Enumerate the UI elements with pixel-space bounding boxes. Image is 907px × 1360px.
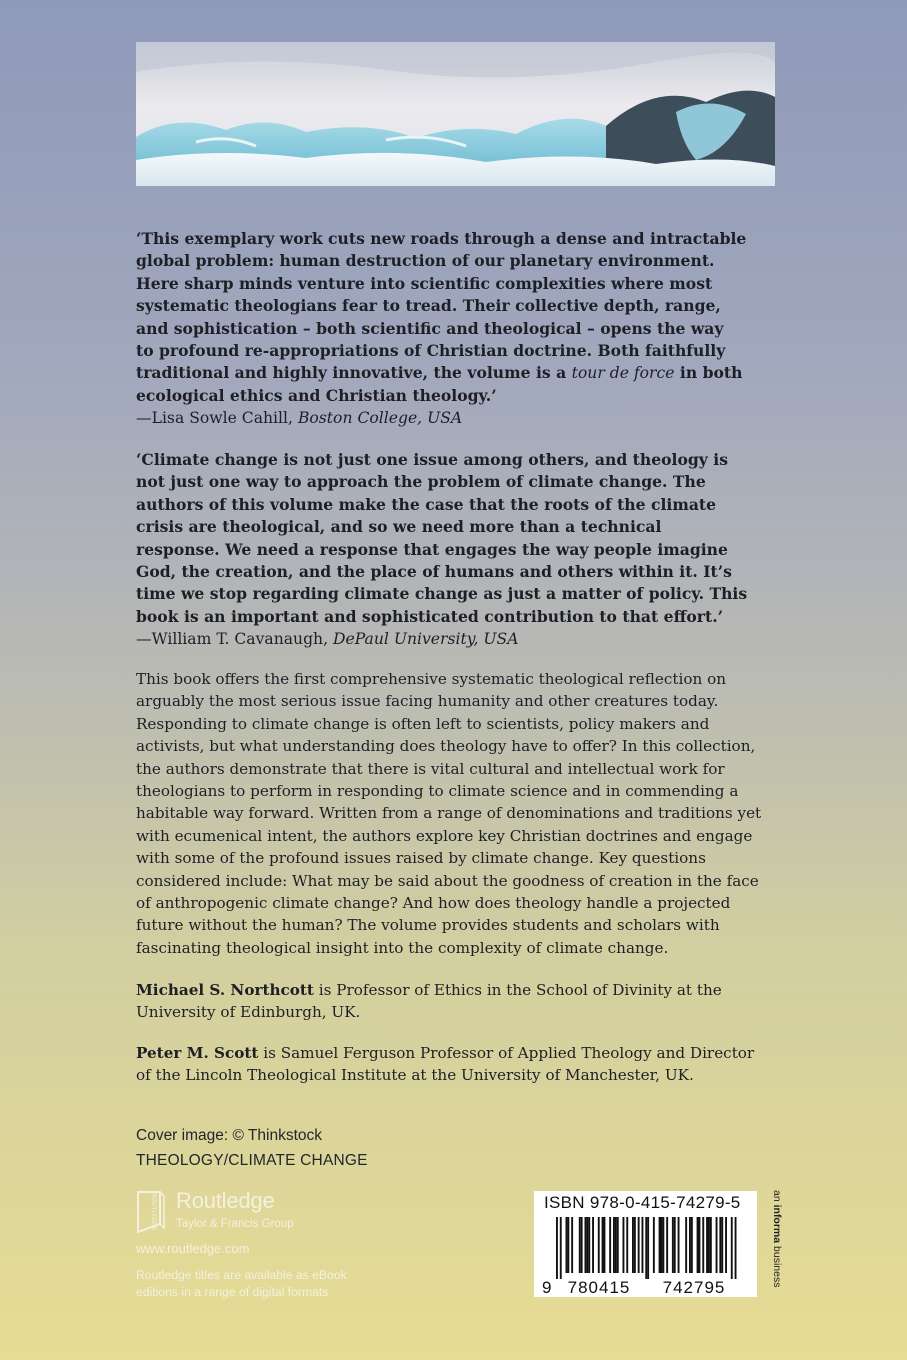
barcode-bar: [647, 1217, 649, 1279]
barcode-bar: [702, 1217, 704, 1273]
editor-bio-1: [136, 979, 791, 1024]
barcode-bar: [689, 1217, 691, 1273]
quote-2-line-5: response. We need a response that engages the way people imagine: [136, 539, 728, 559]
informa-business-label: an informa business: [771, 1190, 783, 1288]
barcode-bar: [615, 1217, 617, 1273]
barcode-bar: [560, 1217, 562, 1279]
barcode-bar: [588, 1217, 590, 1273]
barcode-bar: [719, 1217, 721, 1273]
barcode-bar: [581, 1217, 583, 1273]
description-line: activists, but what understanding does theology have to offer? In this collection,: [136, 737, 756, 756]
barcode-bars: [534, 1215, 757, 1297]
quote-1-line-8: ecological ethics and Christian theology.’: [136, 385, 497, 405]
barcode-bar: [645, 1217, 647, 1279]
endorsement-quote-1: [136, 228, 791, 429]
description-line: future without the human? The volume provides students and scholars with: [136, 916, 720, 935]
barcode-bar: [638, 1217, 640, 1273]
quote-1-attribution: —Lisa Sowle Cahill, Boston College, USA: [136, 409, 463, 428]
editor-name: Michael S. Northcott: [136, 981, 314, 999]
quote-2-line-7: time we stop regarding climate change as just a matter of policy. This: [136, 584, 748, 604]
editor-bio-2-line-2: of the Lincoln Theological Institute at the University of Manchester, UK.: [136, 1066, 694, 1085]
subject-category: THEOLOGY/CLIMATE CHANGE: [136, 1152, 368, 1169]
endorsement-quote-2: [136, 449, 791, 650]
barcode-bar: [617, 1217, 619, 1273]
barcode-bar: [662, 1217, 664, 1273]
barcode-bar: [632, 1217, 634, 1273]
cover-image-credit: Cover image: © Thinkstock: [136, 1127, 323, 1144]
barcode-bar: [586, 1217, 588, 1273]
barcode-bar: [567, 1217, 569, 1273]
barcode-bar: [725, 1217, 727, 1273]
quote-2-line-2: not just one way to approach the problem of climate change. The: [136, 472, 706, 492]
barcode-bar: [623, 1217, 625, 1273]
barcode-bar: [685, 1217, 687, 1273]
quote-1-line-5: and sophistication – both scientific and theological – opens the way: [136, 318, 724, 338]
book-description: [136, 668, 791, 959]
description-line: habitable way forward. Written from a range of denominations and traditions yet: [136, 804, 762, 823]
editor-bio-2: [136, 1042, 791, 1087]
barcode-bar: [661, 1217, 663, 1273]
quote-2-line-6: God, the creation, and the place of humans and others within it. It’s: [136, 562, 732, 582]
description-line: of anthropogenic climate change? And how does theology handle a projected: [136, 894, 731, 913]
logo-letters: ROUTLEDGE: [150, 1193, 156, 1231]
description-line: with ecumenical intent, the authors explore key Christian doctrines and engage: [136, 826, 753, 845]
barcode-bar: [592, 1217, 594, 1273]
barcode-bar: [699, 1217, 701, 1273]
barcode-bar: [604, 1217, 606, 1273]
isbn-label: ISBN 978-0-415-74279-5: [544, 1193, 741, 1212]
barcode-bar: [659, 1217, 661, 1273]
barcode-bar: [571, 1217, 573, 1273]
quote-1-line-2: global problem: human destruction of our planetary environment.: [136, 251, 715, 271]
ebook-notice: [136, 1267, 347, 1301]
quote-2-attribution: —William T. Cavanaugh, DePaul University, USA: [136, 630, 519, 649]
cover-photo-icebergs: [136, 42, 775, 186]
barcode-bar: [585, 1217, 587, 1273]
quote-2-line-8: book is an important and sophisticated contribution to that effort.’: [136, 606, 724, 626]
quote-1-line-6: to profound re-appropriations of Christian doctrine. Both faithfully: [136, 341, 726, 361]
description-line: considered include: What may be said about the goodness of creation in the face: [136, 871, 759, 890]
barcode-bar: [556, 1217, 558, 1279]
barcode-digits-right: 742795: [662, 1278, 726, 1297]
barcode-bar: [642, 1217, 644, 1273]
quote-2-line-1: ‘Climate change is not just one issue among others, and theology is: [136, 450, 728, 469]
quote-1-line-7: traditional and highly innovative, the volume is a tour de force in both: [136, 363, 743, 383]
barcode-bar: [691, 1217, 693, 1273]
barcode-bar: [598, 1217, 600, 1273]
description-line: theologians to perform in responding to climate science and in commending a: [136, 782, 739, 801]
barcode-bar: [672, 1217, 674, 1273]
barcode-bar: [731, 1217, 733, 1279]
isbn-barcode: [534, 1191, 757, 1297]
description-line: This book offers the first comprehensive systematic theological reflection on: [136, 670, 727, 688]
barcode-bar: [716, 1217, 718, 1273]
barcode-digit-first: 9: [542, 1278, 552, 1297]
barcode-bar: [674, 1217, 676, 1273]
publisher-group: Taylor & Francis Group: [176, 1218, 294, 1230]
description-line: fascinating theological insight into the complexity of climate change.: [136, 938, 669, 957]
description-line: arguably the most serious issue facing humanity and other creatures today.: [136, 692, 719, 711]
description-line: with some of the profound issues raised by climate change. Key questions: [136, 849, 706, 868]
editor-bio-2-line-1: Peter M. Scott is Samuel Ferguson Professor of Applied Theology and Director: [136, 1044, 755, 1062]
barcode-bar: [613, 1217, 615, 1273]
barcode-bar: [678, 1217, 680, 1273]
quote-2-line-4: crisis are theological, and so we need more than a technical: [136, 517, 662, 537]
barcode-bar: [697, 1217, 699, 1273]
quote-1-line-4: systematic theologians fear to tread. Their collective depth, range,: [136, 296, 721, 316]
description-line: the authors demonstrate that there is vital cultural and intellectual work for: [136, 759, 725, 778]
barcode-bar: [626, 1217, 628, 1273]
quote-1-line-3: Here sharp minds venture into scientific complexities where most: [136, 273, 713, 293]
barcode-bar: [579, 1217, 581, 1273]
quote-1-line-1: ‘This exemplary work cuts new roads through a dense and intractable: [136, 229, 747, 248]
barcode-bar: [634, 1217, 636, 1273]
barcode-bar: [602, 1217, 604, 1273]
barcode-bar: [706, 1217, 708, 1273]
editor-bio-1-line-1: Michael S. Northcott is Professor of Ethics in the School of Divinity at the: [136, 981, 722, 999]
ebook-notice-line-2: editions in a range of digital formats: [136, 1285, 329, 1299]
barcode-digits-left: 780415: [567, 1278, 631, 1297]
barcode-bar: [609, 1217, 611, 1273]
barcode-bar: [566, 1217, 568, 1273]
description-line: Responding to climate change is often left to scientists, policy makers and: [136, 714, 710, 733]
barcode-bar: [721, 1217, 723, 1273]
publisher-name: Routledge: [176, 1188, 275, 1213]
barcode-bar: [653, 1217, 655, 1273]
routledge-logo-icon: [136, 1190, 166, 1234]
editor-name: Peter M. Scott: [136, 1044, 259, 1062]
barcode-bar: [710, 1217, 712, 1273]
barcode-bar: [735, 1217, 737, 1279]
editor-bio-1-line-2: University of Edinburgh, UK.: [136, 1003, 361, 1022]
quote-2-line-3: authors of this volume make the case that the roots of the climate: [136, 494, 717, 514]
ebook-notice-line-1: Routledge titles are available as eBook: [136, 1268, 347, 1282]
publisher-website: www.routledge.com: [136, 1241, 250, 1256]
barcode-bar: [708, 1217, 710, 1273]
barcode-bar: [666, 1217, 668, 1273]
